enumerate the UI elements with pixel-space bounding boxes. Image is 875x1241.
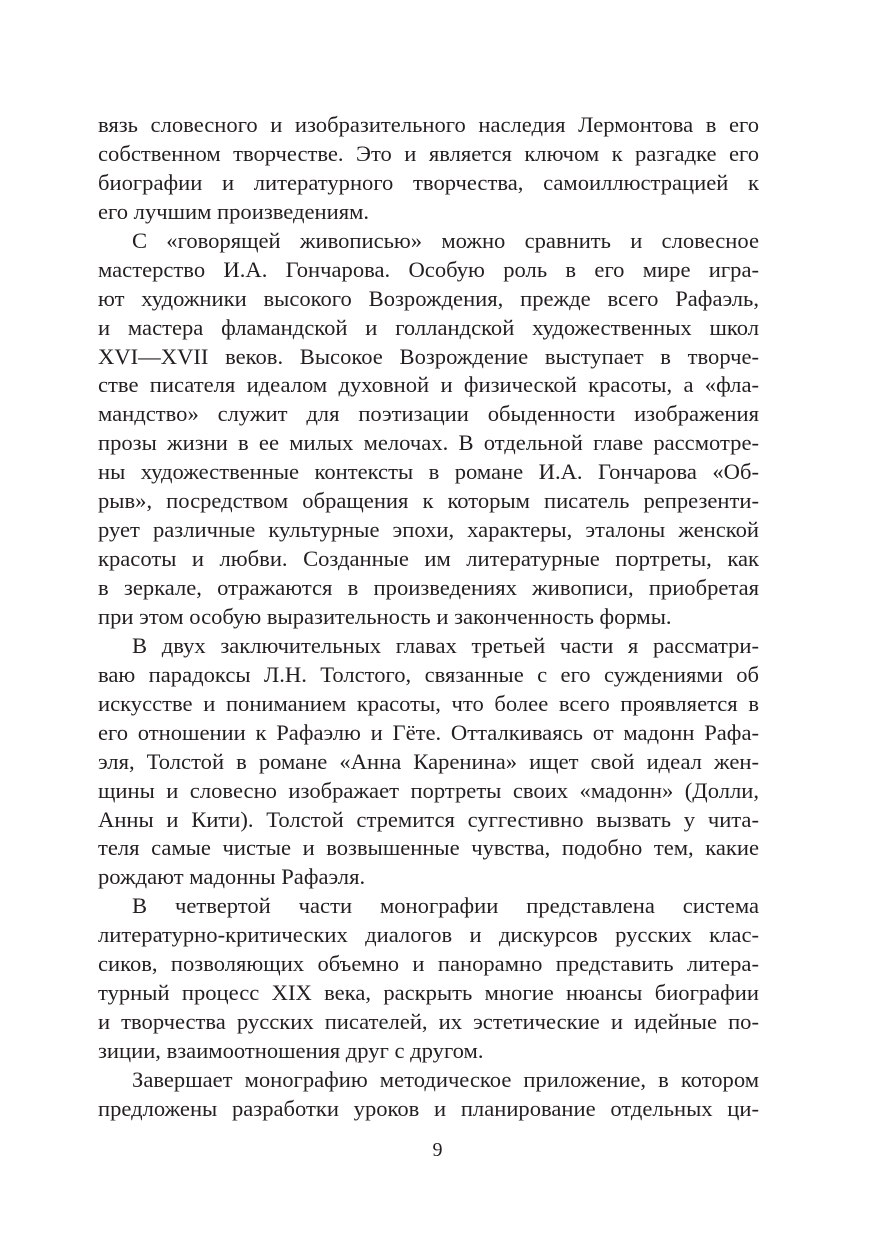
paragraph [98, 1066, 759, 1124]
text-line: рождают мадонны Рафаэля. [98, 864, 366, 890]
text-line: ны художественные контексты в романе И.А. Гончарова «Об- [98, 459, 759, 485]
text-line: Завершает монографию методическое приложение, в котором [132, 1066, 759, 1092]
text-line: при этом особую выразительность и законченность формы. [98, 603, 672, 629]
text-line: щины и словесно изображает портреты своих «мадонн» (Долли, [98, 777, 759, 803]
text-line: зиции, взаимоотношения друг с другом. [98, 1038, 484, 1063]
text-line: теля самые чистые и возвышенные чувства, подобно тем, какие [98, 835, 759, 861]
text-line: рыв», посредством обращения к которым писатель репрезенти- [98, 488, 759, 514]
paragraph [98, 111, 759, 227]
text-line: биографии и литературного творчества, самоиллюстрацией к [98, 169, 759, 195]
text-line: его лучшим произведениям. [98, 198, 370, 224]
body-text [98, 111, 759, 1124]
text-line: литературно-критических диалогов и дискурсов русских клас- [98, 922, 759, 948]
text-line: В двух заключительных главах третьей части я рассматри- [132, 632, 759, 658]
text-line: и мастера фламандской и голландской художественных школ [98, 314, 759, 340]
text-line: турный процесс XIX века, раскрыть многие нюансы биографии [98, 980, 759, 1006]
text-line: С «говорящей живописью» можно сравнить и словесное [132, 227, 759, 253]
page-number: 9 [432, 1139, 443, 1161]
text-line: красоты и любви. Созданные им литературные портреты, как [98, 546, 759, 572]
text-line: собственном творчестве. Это и является ключом к разгадке его [98, 140, 759, 166]
text-line: искусстве и пониманием красоты, что более всего проявляется в [98, 690, 759, 716]
paragraph [98, 632, 759, 892]
text-line: стве писателя идеалом духовной и физической красоты, а «фла- [98, 372, 759, 398]
text-line: ют художники высокого Возрождения, прежде всего Рафаэль, [98, 285, 759, 311]
text-line: и творчества русских писателей, их эстетические и идейные по- [98, 1009, 759, 1035]
text-line: мандство» служит для поэтизации обыденности изображения [98, 401, 759, 427]
paragraph [98, 892, 759, 1066]
text-line: ваю парадоксы Л.Н. Толстого, связанные с его суждениями об [98, 661, 759, 687]
text-line: Анны и Кити). Толстой стремится суггестивно вызвать у чита- [98, 806, 759, 832]
text-line: XVI—XVII веков. Высокое Возрождение выступает в творче- [98, 343, 759, 369]
text-line: сиков, позволяющих объемно и панорамно представить литера- [98, 951, 759, 977]
text-line: предложены разработки уроков и планирование отдельных ци- [98, 1095, 759, 1121]
text-line: мастерство И.А. Гончарова. Особую роль в его мире игра- [98, 256, 759, 282]
text-line: рует различные культурные эпохи, характеры, эталоны женской [98, 517, 759, 543]
text-line: прозы жизни в ее милых мелочах. В отдельной главе рассмотре- [98, 430, 759, 456]
text-line: в зеркале, отражаются в произведениях живописи, приобретая [98, 575, 759, 600]
text-line: В четвертой части монографии представлена система [132, 893, 759, 919]
text-line: эля, Толстой в романе «Анна Каренина» ищет свой идеал жен- [98, 748, 759, 774]
text-line: вязь словесного и изобразительного наследия Лермонтова в его [98, 112, 759, 137]
paragraph [98, 227, 759, 632]
text-line: его отношении к Рафаэлю и Гёте. Отталкиваясь от мадонн Рафа- [98, 719, 759, 745]
